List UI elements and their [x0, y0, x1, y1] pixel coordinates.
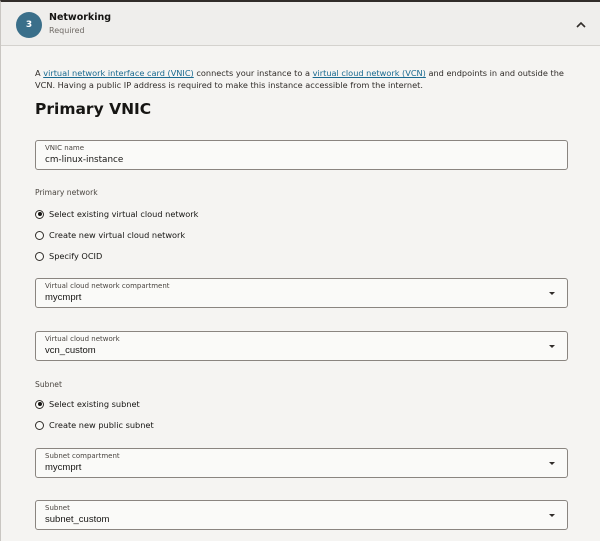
vcn-help-link[interactable]: virtual cloud network (VCN) — [312, 68, 426, 78]
intro-text-part: A — [35, 68, 44, 78]
radio-label: Specify OCID — [49, 251, 103, 261]
intro-text-part: connects your instance to a — [193, 68, 313, 78]
section-header-title: Networking — [49, 12, 112, 23]
networking-section-header[interactable] — [1, 2, 600, 46]
caret-down-icon — [549, 514, 555, 517]
vcn-select[interactable] — [35, 331, 568, 361]
radio-create-new-public-subnet[interactable] — [35, 418, 154, 432]
primary-vnic-heading: Primary VNIC — [35, 100, 152, 118]
chevron-up-icon — [576, 21, 586, 28]
radio-checked-icon[interactable] — [35, 210, 44, 219]
radio-label: Create new public subnet — [49, 420, 154, 430]
radio-label: Create new virtual cloud network — [49, 230, 186, 240]
caret-down-icon — [549, 292, 555, 295]
radio-select-existing-vcn[interactable] — [35, 207, 198, 221]
subnet-compartment-select[interactable] — [35, 448, 568, 478]
radio-checked-icon[interactable] — [35, 400, 44, 409]
vnic-name-label: VNIC name — [45, 144, 85, 152]
vnic-help-link[interactable]: virtual network interface card (VNIC) — [43, 68, 194, 78]
vcn-value: vcn_custom — [45, 345, 96, 356]
radio-create-new-vcn[interactable] — [35, 228, 185, 242]
caret-down-icon — [549, 345, 555, 348]
subnet-label: Subnet — [45, 504, 70, 512]
radio-unchecked-icon[interactable] — [35, 252, 44, 261]
step-number-badge: 3 — [16, 12, 42, 38]
vnic-name-value: cm-linux-instance — [45, 155, 124, 165]
radio-unchecked-icon[interactable] — [35, 231, 44, 240]
radio-unchecked-icon[interactable] — [35, 421, 44, 430]
caret-down-icon — [549, 462, 555, 465]
radio-select-existing-subnet[interactable] — [35, 397, 140, 411]
subnet-group-label: Subnet — [35, 380, 62, 389]
collapse-button[interactable] — [573, 16, 589, 32]
subnet-select[interactable] — [35, 500, 568, 530]
radio-label: Select existing virtual cloud network — [49, 209, 199, 219]
vcn-compartment-value: mycmprt — [45, 292, 82, 303]
subnet-value: subnet_custom — [45, 514, 110, 525]
subnet-compartment-label: Subnet compartment — [45, 452, 120, 460]
radio-label: Select existing subnet — [49, 399, 140, 409]
primary-network-label: Primary network — [35, 188, 98, 197]
radio-specify-ocid[interactable] — [35, 249, 102, 263]
vnic-name-input[interactable] — [35, 140, 568, 170]
section-header-subtitle: Required — [49, 26, 85, 35]
intro-text — [35, 67, 585, 91]
intro-text-part: and endpoints in and outside the VCN. Having a public IP address is required to make this instance accessible from the internet. — [35, 68, 564, 90]
vcn-compartment-select[interactable] — [35, 278, 568, 308]
vcn-compartment-label: Virtual cloud network compartment — [45, 282, 170, 290]
vcn-label: Virtual cloud network — [45, 335, 120, 343]
subnet-compartment-value: mycmprt — [45, 462, 82, 473]
